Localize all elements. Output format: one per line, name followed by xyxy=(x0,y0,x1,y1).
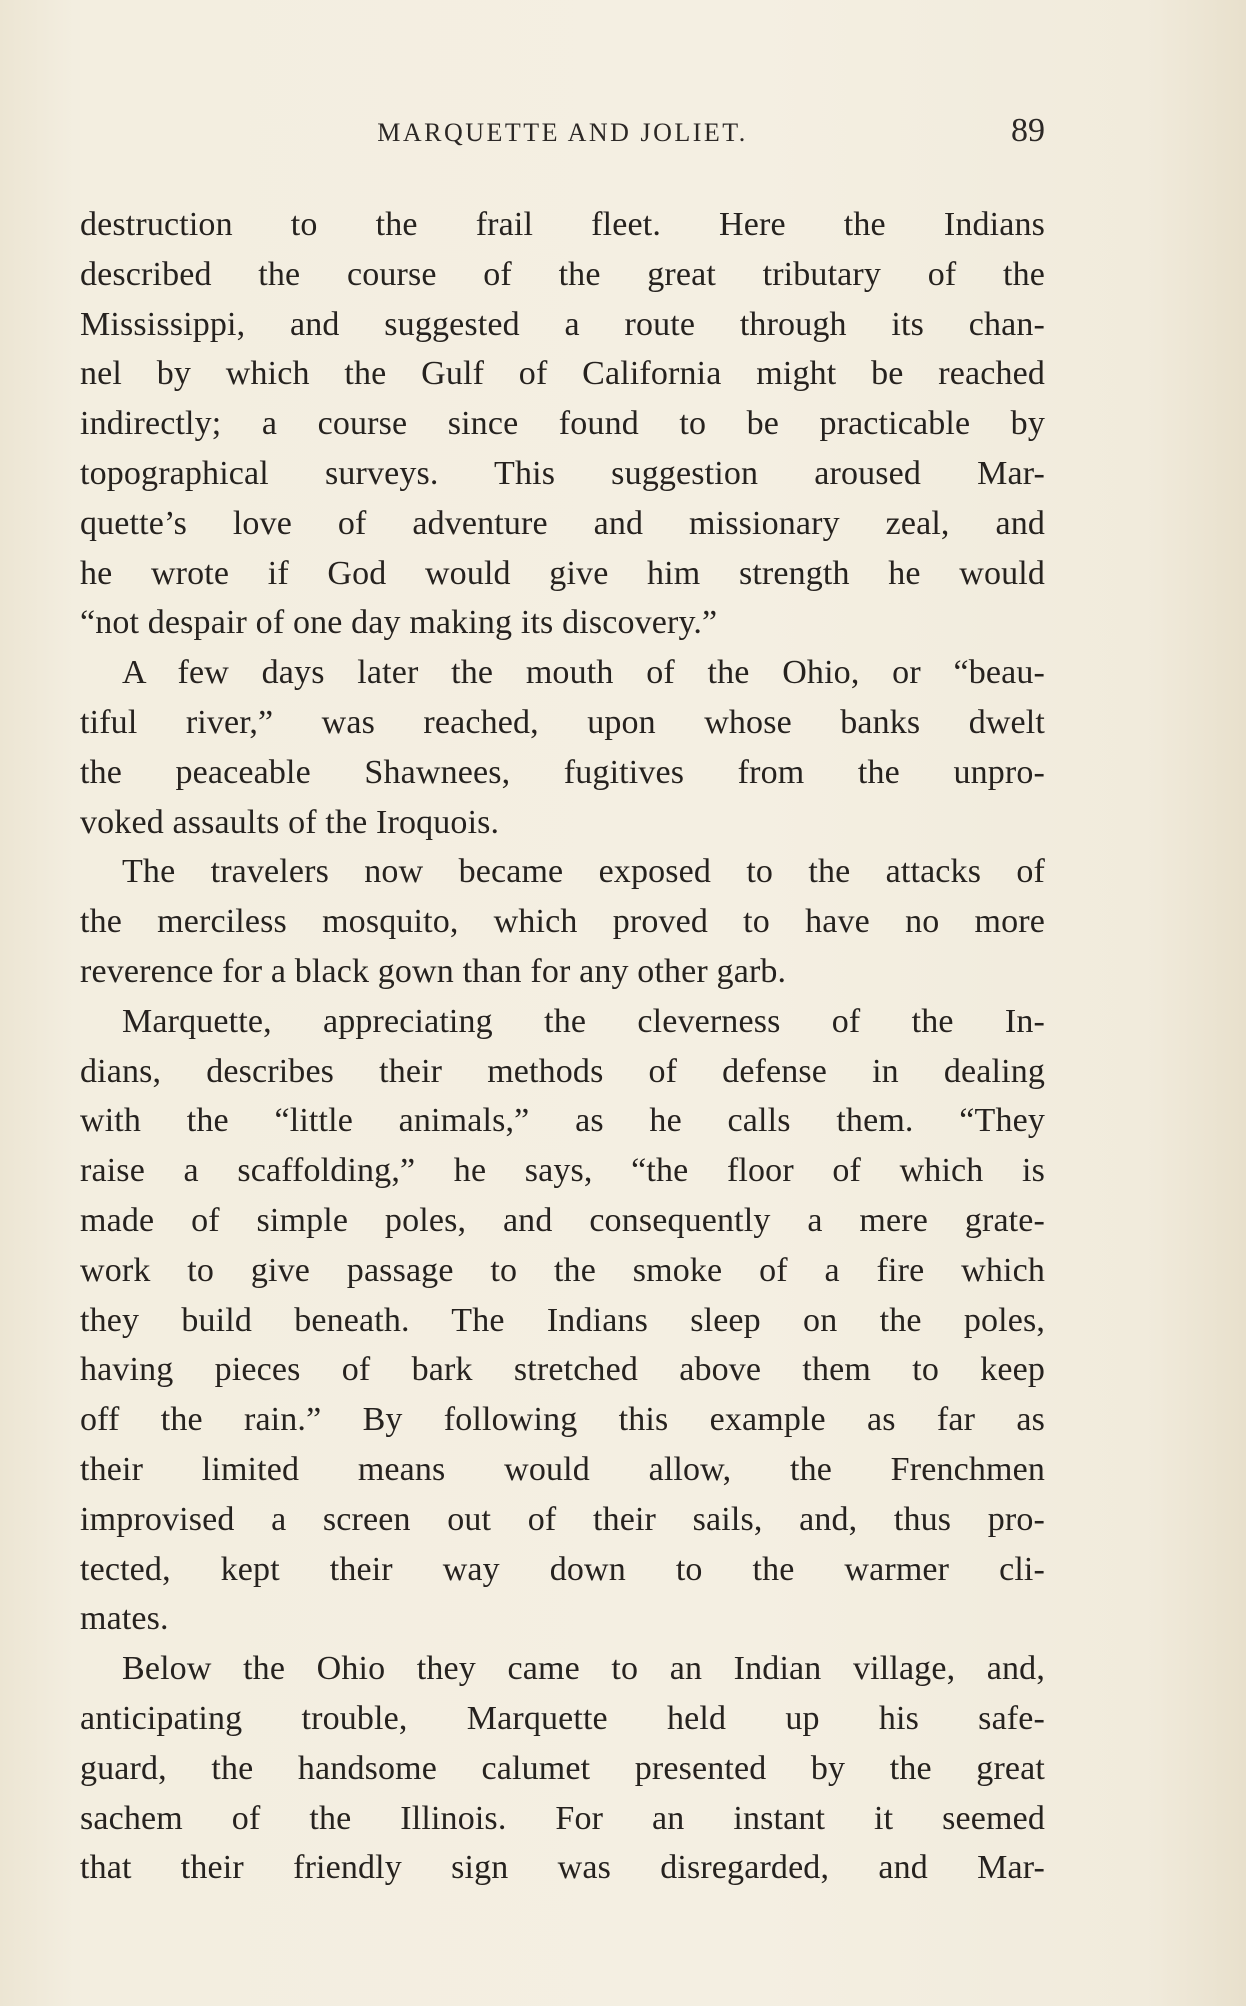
text-line: sachem of the Illinois. For an instant it seemed xyxy=(80,1799,1045,1837)
text-line: topographical surveys. This suggestion aroused Mar- xyxy=(80,454,1045,492)
text-line: quette’s love of adventure and missionary zeal, and xyxy=(80,504,1045,542)
text-line: “not despair of one day making its discovery.” xyxy=(80,604,718,642)
text-line: their limited means would allow, the Frenchmen xyxy=(80,1450,1045,1488)
text-line: improvised a screen out of their sails, and, thus pro- xyxy=(80,1500,1045,1538)
text-line: guard, the handsome calumet presented by the great xyxy=(80,1749,1045,1787)
text-line: tected, kept their way down to the warmer cli- xyxy=(80,1550,1045,1588)
text-line: that their friendly sign was disregarded, and Mar- xyxy=(80,1849,1045,1887)
text-line: Below the Ohio they came to an Indian village, and, xyxy=(122,1650,1045,1688)
body-text xyxy=(80,200,1045,1893)
text-line: reverence for a black gown than for any other garb. xyxy=(80,952,787,990)
text-line: the peaceable Shawnees, fugitives from the unpro- xyxy=(80,753,1045,791)
text-line: mates. xyxy=(80,1600,169,1638)
page-number: 89 xyxy=(1011,112,1045,149)
text-line: The travelers now became exposed to the attacks of xyxy=(122,853,1045,891)
text-line: dians, describes their methods of defense in dealing xyxy=(80,1052,1045,1090)
text-line: voked assaults of the Iroquois. xyxy=(80,803,500,841)
text-line: the merciless mosquito, which proved to have no more xyxy=(80,903,1045,941)
running-title: MARQUETTE AND JOLIET. xyxy=(377,118,748,147)
text-line: destruction to the frail fleet. Here the Indians xyxy=(80,206,1045,243)
text-line: made of simple poles, and consequently a mere grate- xyxy=(80,1201,1045,1239)
text-line: with the “little animals,” as he calls them. “They xyxy=(80,1102,1045,1140)
text-line: Mississippi, and suggested a route through its chan- xyxy=(80,305,1045,343)
text-line: anticipating trouble, Marquette held up his safe- xyxy=(80,1699,1045,1737)
text-line: A few days later the mouth of the Ohio, or “beau- xyxy=(122,654,1045,692)
text-line: work to give passage to the smoke of a fire which xyxy=(80,1251,1045,1289)
running-head xyxy=(80,112,1045,156)
text-line: tiful river,” was reached, upon whose banks dwelt xyxy=(80,703,1045,741)
text-line: they build beneath. The Indians sleep on the poles, xyxy=(80,1301,1045,1339)
text-line: raise a scaffolding,” he says, “the floor of which is xyxy=(80,1152,1045,1190)
text-line: described the course of the great tributary of the xyxy=(80,255,1045,293)
text-line: he wrote if God would give him strength he would xyxy=(80,554,1045,592)
text-line: indirectly; a course since found to be practicable by xyxy=(80,405,1045,443)
text-line: nel by which the Gulf of California might be reached xyxy=(80,355,1045,393)
text-line: having pieces of bark stretched above them to keep xyxy=(80,1351,1045,1389)
text-line: Marquette, appreciating the cleverness of the In- xyxy=(122,1002,1045,1040)
text-line: off the rain.” By following this example as far as xyxy=(80,1401,1045,1439)
